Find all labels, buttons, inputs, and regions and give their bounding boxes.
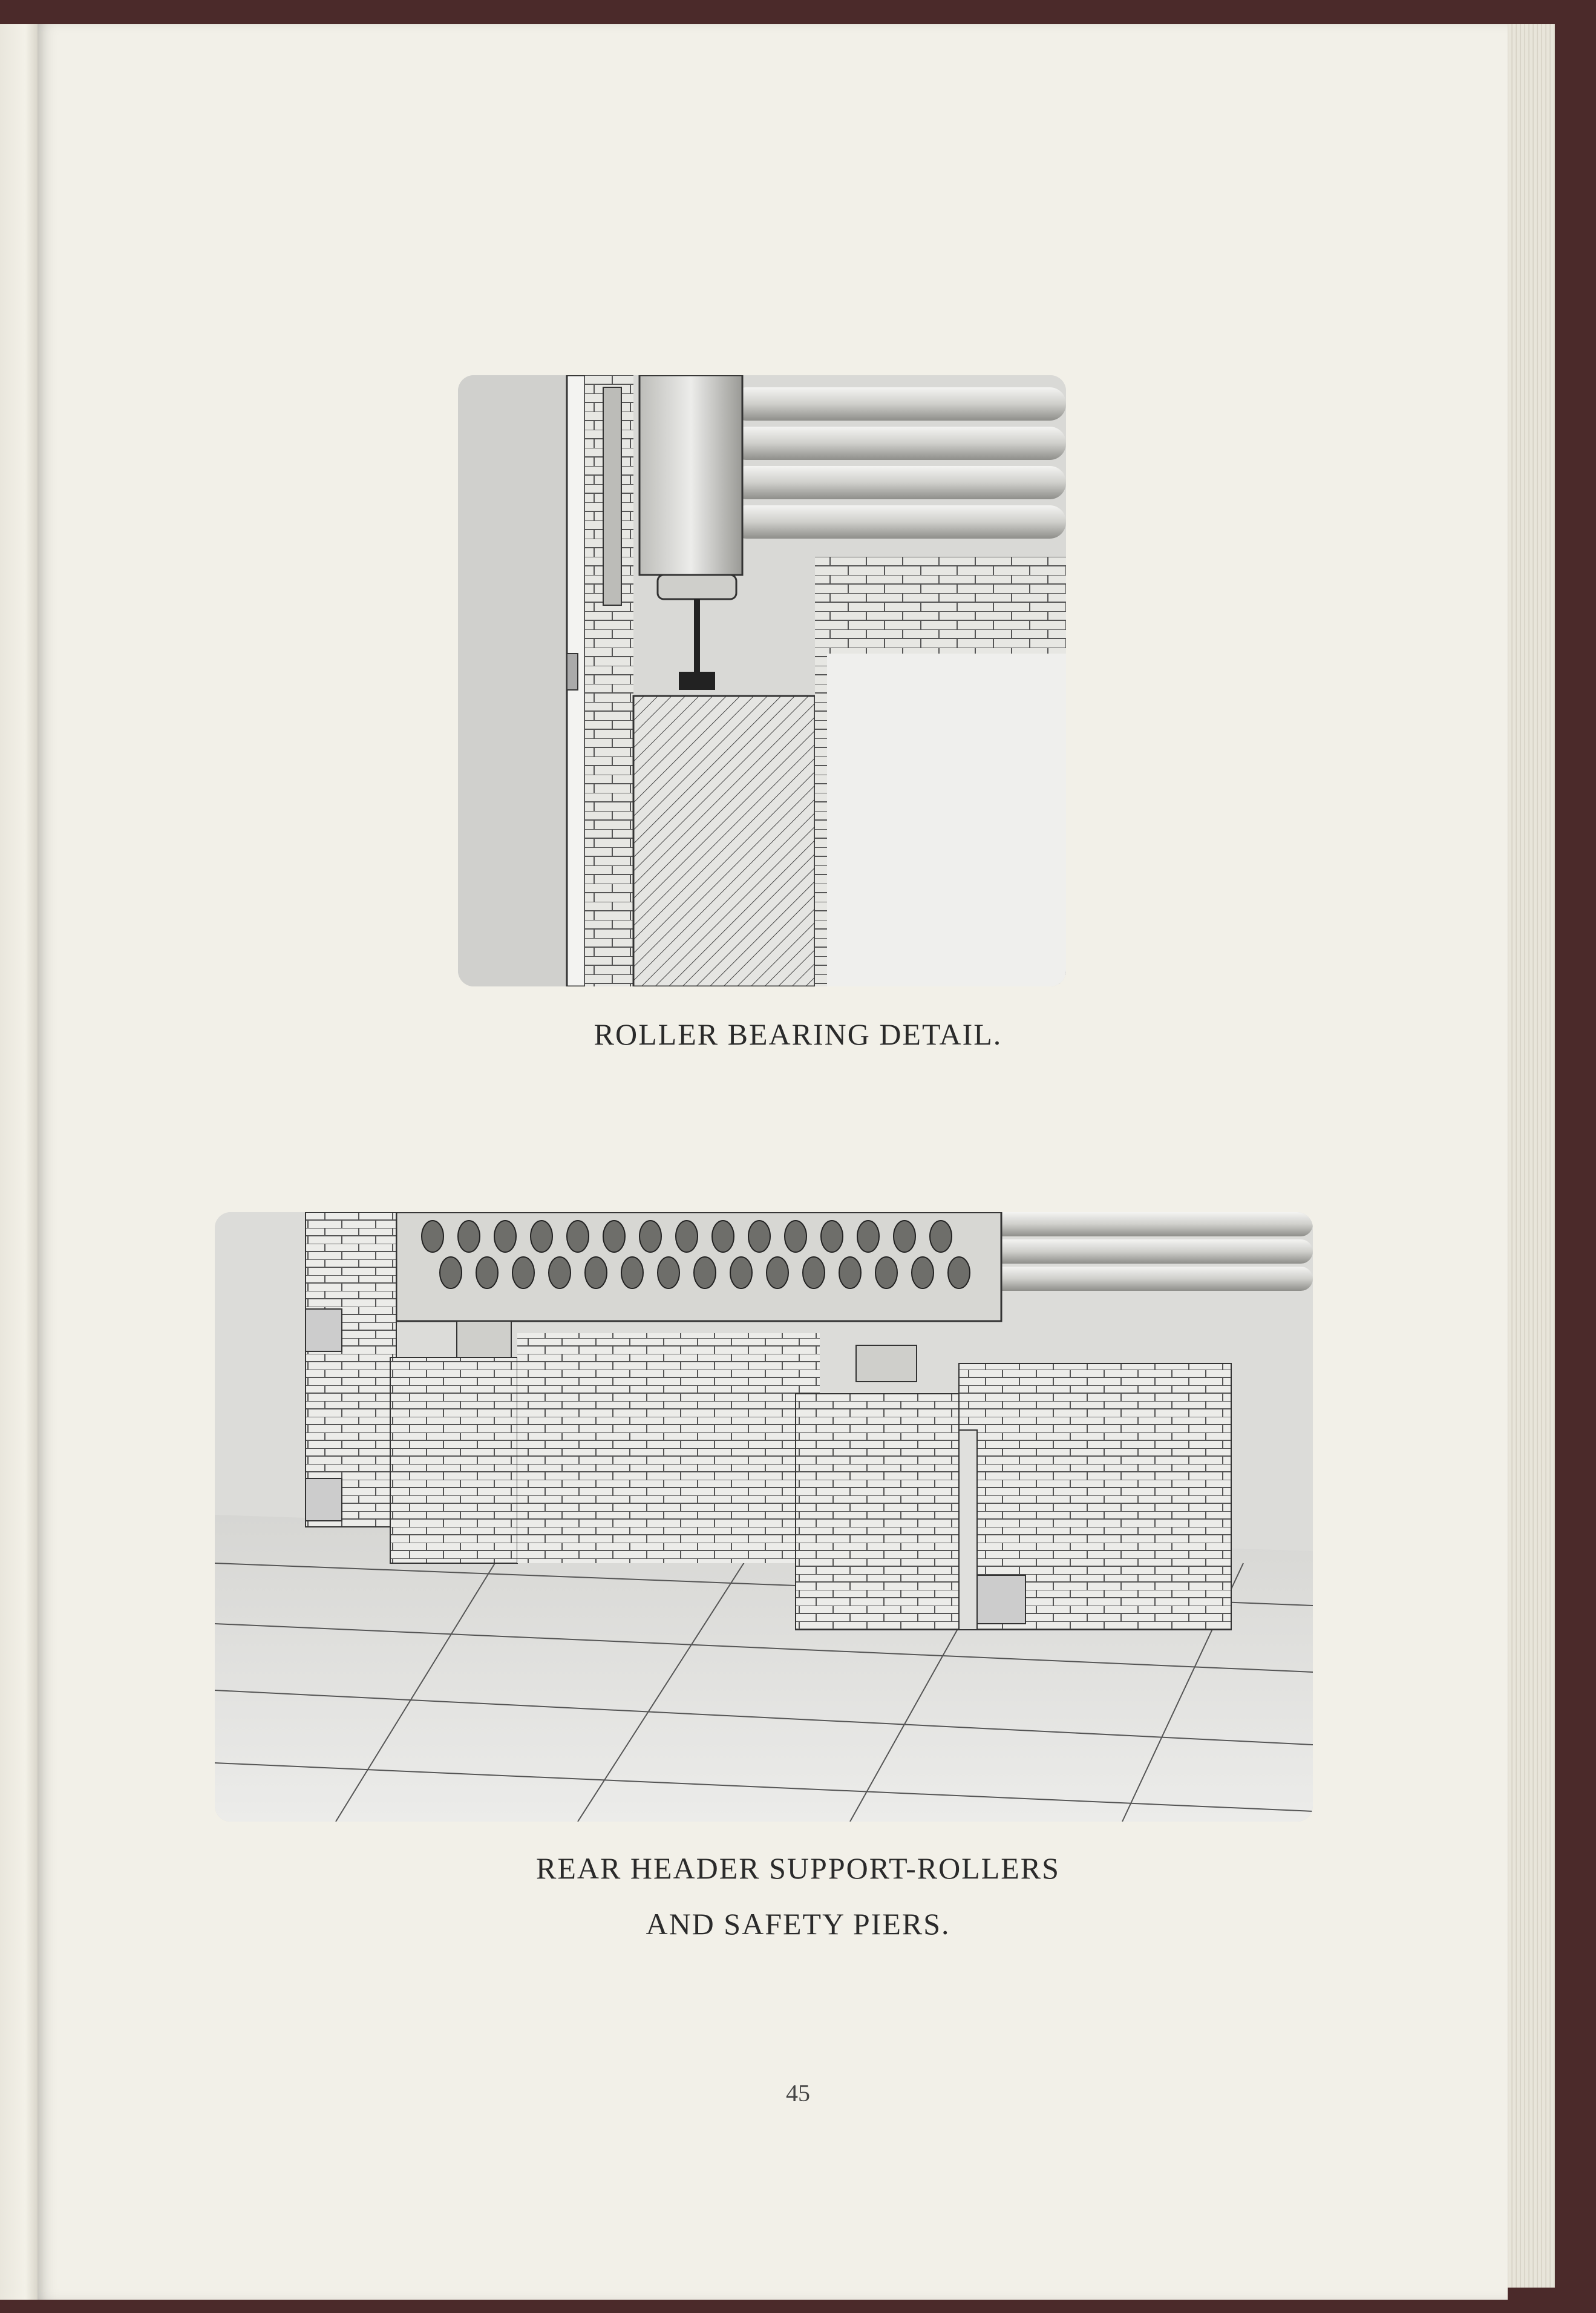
page-fore-edge: [1500, 24, 1555, 2288]
roller-bearing-illustration: [458, 375, 1066, 986]
figure2-caption-line2: AND SAFETY PIERS.: [646, 1907, 950, 1941]
left-page-edge: [0, 24, 42, 2300]
figure1-caption: ROLLER BEARING DETAIL.: [594, 1017, 1002, 1051]
rear-header-illustration: [215, 1212, 1313, 1822]
roller-bearing-drawing: [458, 375, 1066, 986]
book-page: [38, 24, 1508, 2300]
figure2-caption-line1: REAR HEADER SUPPORT-ROLLERS: [536, 1851, 1060, 1885]
rear-header-drawing: [215, 1212, 1313, 1822]
page-number: 45: [786, 2079, 810, 2107]
